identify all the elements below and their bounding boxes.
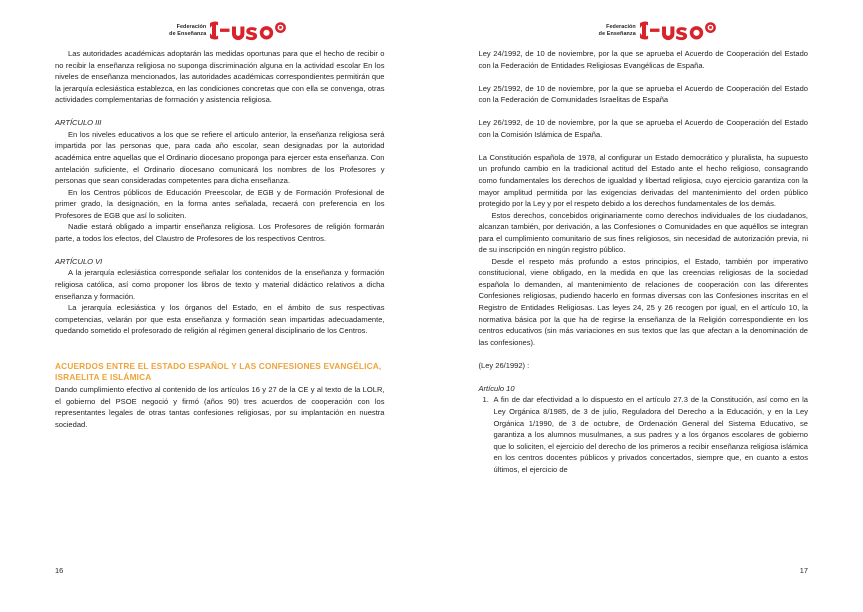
page-header-right — [479, 14, 809, 48]
feuso-wordmark-icon-right — [640, 20, 718, 42]
article-iii-paragraph-3: Nadie estará obligado a impartir enseñanza religiosa. Los Profesores de religión formarán parte, a todos los efectos, del Claustro de Profesores de los respectivos Centros. — [55, 222, 385, 243]
logo-line-1: Federación — [176, 24, 207, 31]
article-iii-block — [55, 117, 385, 244]
paragraph-intro: Las autoridades académicas adoptarán las medidas oportunas para que el hecho de recibir o no recibir la enseñanza religiosa no suponga discriminación alguna en la actividad escolar En los niveles de enseñanza mencionados, las autoridades académicas correspondientes permitirán que la jerarquía eclesiástica establezca, en las condiciones concretas que con ella se convenga, otras actividades complementarias de formación y asistencia religiosa. — [55, 49, 385, 105]
right-column-body — [479, 48, 809, 475]
article-vi-block — [55, 256, 385, 337]
cooperation-paragraph: Desde el respeto más profundo a estos principios, el Estado, también por imperativo constitucional, viene obligado, en la medida en que las creencias religiosas de la sociedad española lo demanden, al mantenimiento de relaciones de cooperación con las diferentes Confesiones religiosas, pudiendo hacerlo en formas diversas con las Confesiones inscritas en el Registro de Entidades Religiosas. Las leyes 24, 25 y 26 recogen por igual, en el artículo 10, la normativa básica por la que ha de regirse la enseñanza de la Religión correspondiente en los centros educativos (sin más variaciones en sus textos que las que afectan a la denominación de las confesiones). — [478, 256, 808, 347]
article-10-block — [479, 383, 809, 475]
page-header-left — [55, 14, 385, 48]
article-iii-paragraph-1: En los niveles educativos a los que se refiere el articulo anterior, la enseñanza religiosa será impartida por las personas que, para cada año escolar, sean designadas por la autoridad académica entre aquellas que el Ordinario diocesano proponga para ejercer esta enseñanza. Con antelación suficiente, el Ordinario diocesano comunicará los nombres de los Profesores y personas que sean consideradas competentes para dicha enseñanza. — [55, 129, 385, 186]
feuso-wordmark-icon — [210, 20, 288, 42]
page-number-left: 16 — [55, 566, 64, 575]
left-column-body — [55, 48, 385, 430]
law-24-1992: Ley 24/1992, de 10 de noviembre, por la que se aprueba el Acuerdo de Cooperación del Estado con la Federación de Entidades Religiosas Evangélicas de España. — [478, 49, 808, 70]
logo-federation-text-right — [599, 24, 636, 37]
law-26-1992: Ley 26/1992, de 10 de noviembre, por la que se aprueba el Acuerdo de Cooperación del Estado con la Comisión Islámica de España. — [478, 118, 808, 139]
logo-line-1-right: Federación — [606, 24, 636, 31]
logo-line-2: de Enseñanza — [169, 31, 207, 37]
rights-paragraph: Estos derechos, concebidos originariamente como derechos individuales de los ciudadanos, alcanzan también, por derivación, a las Confesiones o Comunidades en que aquéllos se integran para el cumplimiento comunitario de sus fines religiosos, sin necesidad de autorización previa, ni de su inscripción en ningún registro público. — [478, 210, 808, 255]
constitution-paragraph: La Constitución española de 1978, al configurar un Estado democrático y pluralista, ha supuesto un profundo cambio en la tradicional actitud del Estado ante el hecho religioso, consagrando como fundamentales los derechos de igualdad y libertad religiosa, cuyo ejercicio garantiza con la mayor amplitud permitida por las exigencias derivadas del mantenimiento del orden público protegido por la Ley y por el respeto debido a los derechos fundamentales de los demás. — [478, 152, 808, 209]
list-item-number: 1. — [482, 395, 489, 405]
section-title: ACUERDOS ENTRE EL ESTADO ESPAÑOL Y LAS CONFESIONES EVANGÉLICA, ISRAELITA E ISLÁMICA — [55, 360, 382, 383]
feuso-logo-right — [599, 20, 718, 42]
article-vi-paragraph-1: A la jerarquía eclesiástica corresponde señalar los contenidos de la enseñanza y formación religiosa católica, así como proponer los libros de texto y material didáctico relativos a dicha enseñanza y formación. — [55, 268, 385, 301]
logo-line-2-right: de Enseñanza — [598, 31, 636, 37]
list-item-text: A fin de dar efectividad a lo dispuesto en el artículo 27.3 de la Constitución, así como en la Ley Orgánica 8/1985, de 3 de julio, Reguladora del Derecho a la Educación, y en la Ley Orgánica 1/1990, de 3 de octubre, de Ordenación General del Sistema Educativo, se garantiza a los alumnos musulmanes, a sus padres y a los órganos escolares de gobierno que lo soliciten, el ejercicio del derecho de los primeros a recibir enseñanza religiosa islámica en los centros docentes públicos y privados concertados, siempre que, en cuanto a estos últimos, el ejercicio de — [493, 395, 808, 474]
article-vi-paragraph-2: La jerarquía eclesiástica y los órganos del Estado, en el ámbito de sus respectivas competencias, velarán por que esta enseñanza y formación sean impartidas adecuadamente, quedando sometido el profesorado de religión al régimen general disciplinario de los Centros. — [55, 303, 385, 336]
article-10-label: Artículo 10 — [478, 383, 515, 393]
list-item — [479, 394, 809, 475]
feuso-logo — [169, 20, 288, 42]
section-paragraph-1: Dando cumplimiento efectivo al contenido de los artículos 16 y 27 de la CE y al texto de la LOLR, el gobierno del PSOE negoció y firmó (años 90) tres acuerdos de cooperación con los representantes legales de otras tantas confesiones religiosas, por su implantación en nuestra sociedad. — [55, 384, 385, 429]
section-heading-block — [55, 361, 385, 384]
article-iii-label: ARTÍCULO III — [55, 118, 102, 128]
article-vi-label: ARTÍCULO VI — [55, 256, 103, 266]
logo-federation-text — [169, 24, 206, 37]
page-number-right: 17 — [799, 566, 808, 575]
page-right — [432, 0, 863, 612]
law-25-1992: Ley 25/1992, de 10 de noviembre, por la que se aprueba el Acuerdo de Cooperación del Estado con la Federación de Comunidades Israelitas de España — [478, 83, 808, 105]
article-10-list — [479, 394, 809, 475]
article-iii-paragraph-2: En los Centros públicos de Educación Preescolar, de EGB y de Formación Profesional de primer grado, la designación, en la forma antes señalada, recaerá con preferencia en los Profesores de EGB que así lo soliciten. — [55, 187, 385, 220]
law-reference: (Ley 26/1992) : — [478, 360, 530, 370]
